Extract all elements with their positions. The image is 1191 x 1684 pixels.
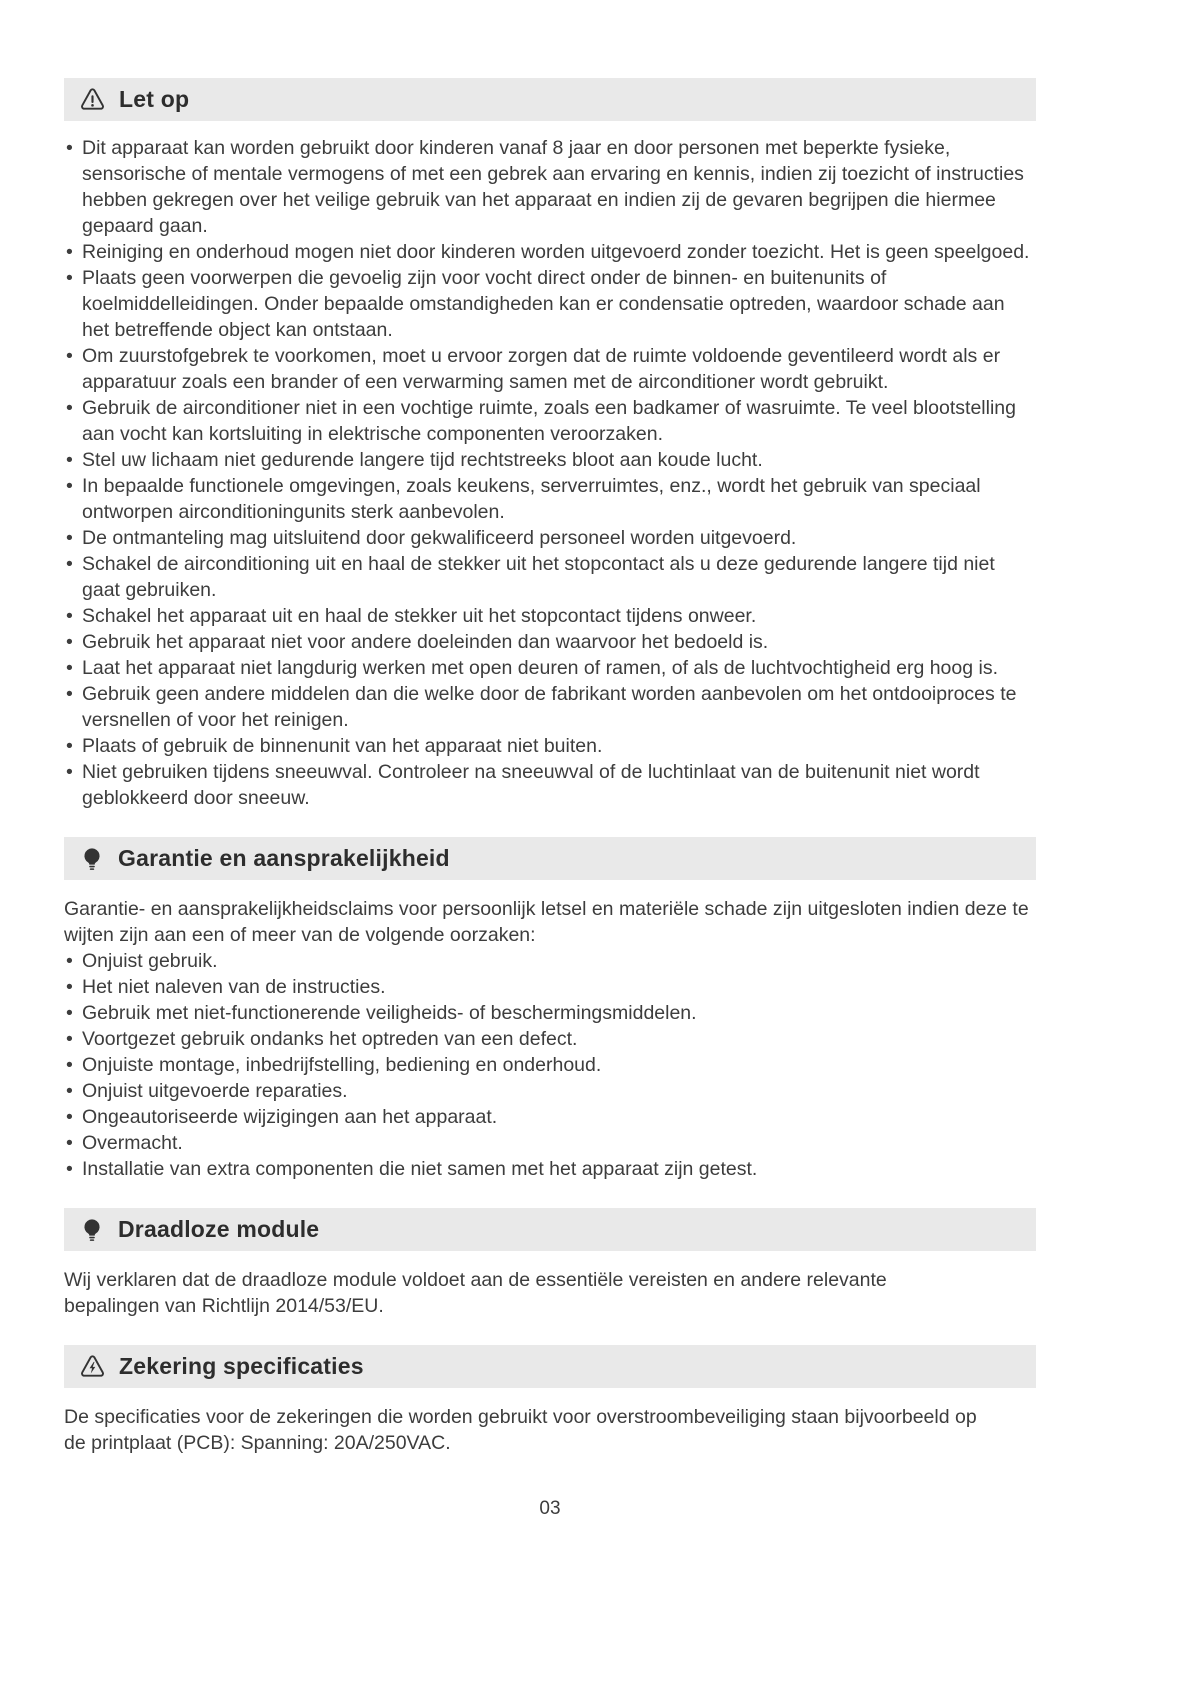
bullet-item: • Gebruik het apparaat niet voor andere doeleinden dan waarvoor het bedoeld is. [64,629,1036,655]
page-number: 03 [539,1498,561,1519]
bullet-item: • Plaats of gebruik de binnenunit van het apparaat niet buiten. [64,733,1036,759]
bullet-item: • Dit apparaat kan worden gebruikt door kinderen vanaf 8 jaar en door personen met beperkte fysieke, sensorische of mentale vermogens of met een gebrek aan ervaring en kennis, indien zij toezicht of instructies hebben gekregen over het veilige gebruik van het apparaat en indien zij de gevaren begrijpen die hiermee gepaard gaan. [64,135,1036,239]
bullet-item: • Onjuist uitgevoerde reparaties. [64,1078,1036,1104]
bullet-item: • Onjuist gebruik. [64,948,1036,974]
warning-triangle-icon [79,86,106,113]
bullet-item: • Reiniging en onderhoud mogen niet door kinderen worden uitgevoerd zonder toezicht. Het is geen speelgoed. [64,239,1036,265]
bullet-item: • In bepaalde functionele omgevingen, zoals keukens, serverruimtes, enz., wordt het gebruik van speciaal ontworpen airconditioningunits sterk aanbevolen. [64,473,1036,525]
garantie-intro-paragraph: Garantie- en aansprakelijkheidsclaims voor persoonlijk letsel en materiële schade zijn uitgesloten indien deze te wijten zijn aan een of meer van de volgende oorzaken: [64,898,1029,946]
lightbulb-icon [79,1217,105,1243]
section-header-draadloze-module [64,1208,1036,1251]
bullet-item: • Stel uw lichaam niet gedurende langere tijd rechtstreeks bloot aan koude lucht. [64,447,1036,473]
draadloze-module-paragraph: Wij verklaren dat de draadloze module voldoet aan de essentiële vereisten en andere relevante bepalingen van Richtlijn 2014/53/EU. [64,1269,887,1317]
garantie-bullet-list [64,948,1036,1182]
bullet-item: • Schakel het apparaat uit en haal de stekker uit het stopcontact tijdens onweer. [64,603,1036,629]
warning-lightning-icon [79,1353,106,1380]
section-title-garantie: Garantie en aansprakelijkheid [118,845,450,871]
bullet-item: • Laat het apparaat niet langdurig werken met open deuren of ramen, of als de luchtvochtigheid erg hoog is. [64,655,1036,681]
section-zekering-specificaties [64,1345,1036,1456]
section-header-garantie [64,837,1036,880]
lightbulb-icon [79,846,105,872]
bullet-item: • Gebruik geen andere middelen dan die welke door de fabrikant worden aanbevolen om het ontdooiproces te versnellen of voor het reinigen. [64,681,1036,733]
section-let-op [64,78,1036,811]
bullet-item: • Onjuiste montage, inbedrijfstelling, bediening en onderhoud. [64,1052,1036,1078]
bullet-item: • Om zuurstofgebrek te voorkomen, moet u ervoor zorgen dat de ruimte voldoende geventileerd wordt als er apparatuur zoals een brander of een verwarming samen met de airconditioner wordt gebruikt. [64,343,1036,395]
bullet-item: • Overmacht. [64,1130,1036,1156]
section-title-let-op: Let op [119,86,190,112]
bullet-item: • Niet gebruiken tijdens sneeuwval. Controleer na sneeuwval of de luchtinlaat van de buitenunit niet wordt geblokkeerd door sneeuw. [64,759,1036,811]
section-title-draadloze-module: Draadloze module [118,1216,320,1242]
warning-bullet-list [64,135,1036,811]
bullet-item: • De ontmanteling mag uitsluitend door gekwalificeerd personeel worden uitgevoerd. [64,525,1036,551]
bullet-item: • Plaats geen voorwerpen die gevoelig zijn voor vocht direct onder de binnen- en buitenunits of koelmiddelleidingen. Onder bepaalde omstandigheden kan er condensatie optreden, waardoor schade aan het betreffende object kan ontstaan. [64,265,1036,343]
section-garantie [64,837,1036,1182]
section-header-let-op [64,78,1036,121]
bullet-item: • Schakel de airconditioning uit en haal de stekker uit het stopcontact als u deze gedurende langere tijd niet gaat gebruiken. [64,551,1036,603]
bullet-item: • Voortgezet gebruik ondanks het optreden van een defect. [64,1026,1036,1052]
zekering-paragraph: De specificaties voor de zekeringen die worden gebruikt voor overstroombeveiliging staan bijvoorbeeld op de printplaat (PCB): Spanning: 20A/250VAC. [64,1406,977,1454]
bullet-item: • Installatie van extra componenten die niet samen met het apparaat zijn getest. [64,1156,1036,1182]
bullet-item: • Het niet naleven van de instructies. [64,974,1036,1000]
section-title-zekering: Zekering specificaties [119,1353,364,1379]
bullet-item: • Gebruik de airconditioner niet in een vochtige ruimte, zoals een badkamer of wasruimte. Te veel blootstelling aan vocht kan kortsluiting in elektrische componenten veroorzaken. [64,395,1036,447]
section-header-zekering [64,1345,1036,1388]
bullet-item: • Gebruik met niet-functionerende veiligheids- of beschermingsmiddelen. [64,1000,1036,1026]
section-draadloze-module [64,1208,1036,1319]
bullet-item: • Ongeautoriseerde wijzigingen aan het apparaat. [64,1104,1036,1130]
